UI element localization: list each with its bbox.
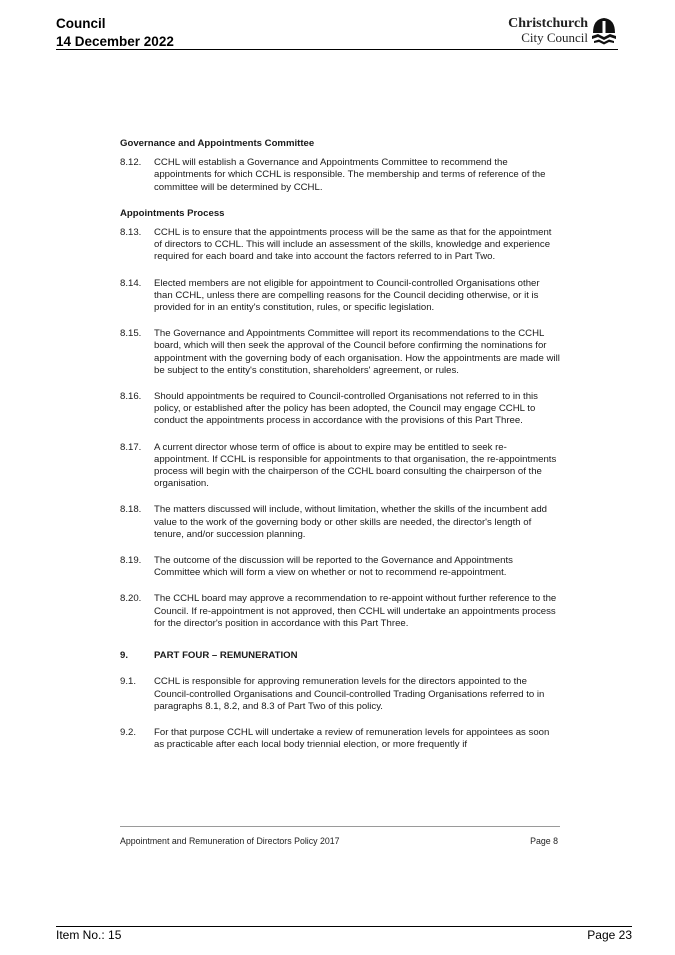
section-part-four [120, 650, 560, 751]
paragraph-text: For that purpose CCHL will undertake a review of remuneration levels for appointees as soon as practicable after each local body triennial election, or more frequently if [154, 726, 550, 751]
paragraph-text: The CCHL board may approve a recommendation to re-appoint without further reference to the Council. If re-appointment is not approved, then CCHL will undertake an appointments process for the director's position in accordance with this Part Three. [154, 593, 557, 629]
policy-content [120, 138, 560, 765]
paragraph-8-13 [120, 227, 560, 264]
paragraph-text: The outcome of the discussion will be reported to the Governance and Appointments Committee which will form a view on whether or not to recommend re-appointment. [154, 555, 513, 579]
meeting-name: Council [56, 16, 106, 31]
council-logo [508, 15, 618, 47]
paragraph-8-15 [120, 328, 560, 377]
logo-line2: City Council [521, 30, 588, 45]
paragraph-number: 8.14. [120, 277, 142, 289]
section-title: PART FOUR – REMUNERATION [154, 650, 298, 662]
paragraph-text: A current director whose term of office is about to expire may be entitled to seek re-appointment. If CCHL is responsible for appointments to that organisation, the re-appointments process will begin with the chairperson of the CCHL board consulting the chairperson of the organisation. [154, 441, 557, 490]
paragraph-number: 8.17. [120, 441, 142, 453]
paragraph-number: 8.13. [120, 227, 142, 239]
inner-footer-divider [120, 826, 560, 827]
page-footer-divider [56, 926, 632, 927]
paragraph-number: 8.19. [120, 555, 142, 567]
paragraph-8-18 [120, 504, 560, 541]
paragraph-text: CCHL will establish a Governance and Appointments Committee to recommend the appointments for which CCHL is responsible. The membership and terms of reference of the committee will be determined by CCHL. [154, 157, 546, 193]
paragraph-number: 8.15. [120, 328, 142, 340]
paragraph-8-16 [120, 391, 560, 428]
section-heading: Appointments Process [120, 207, 225, 219]
item-number: Item No.: 15 [56, 928, 122, 942]
cathedral-logo-icon [590, 17, 618, 47]
paragraph-number: 8.20. [120, 593, 142, 605]
paragraph-8-20 [120, 593, 560, 630]
header-divider [56, 49, 618, 50]
paragraph-text: The matters discussed will include, without limitation, whether the skills of the incumbent add value to the work of the governing body or other skills are needed, the director's length of tenure, and/or succession planning. [154, 504, 547, 540]
paragraph-text: CCHL is responsible for approving remuneration levels for the directors appointed to the Council-controlled Organisations and Council-controlled Trading Organisations referred to in paragraphs 8.1, 8.2, and 8.3 of Part Two of this policy. [154, 676, 545, 712]
page-number: Page 23 [587, 928, 632, 942]
meeting-date: 14 December 2022 [56, 34, 174, 49]
section-heading: Governance and Appointments Committee [120, 138, 315, 149]
paragraph-9-2 [120, 727, 560, 751]
paragraph-number: 8.16. [120, 391, 142, 403]
paragraph-9-1 [120, 676, 560, 713]
inner-footer-page: Page 8 [530, 836, 558, 846]
paragraph-8-14 [120, 278, 560, 315]
paragraph-text: Elected members are not eligible for appointment to Council-controlled Organisations other than CCHL, unless there are compelling reasons for the Council deciding otherwise, or it is provided for in an entity's constitution, rules, or specific legislation. [154, 277, 540, 314]
paragraph-8-17 [120, 442, 560, 491]
paragraph-number: 9.2. [120, 726, 137, 738]
paragraph-number: 8.12. [120, 157, 142, 169]
paragraph-8-19 [120, 555, 560, 579]
section-number: 9. [120, 650, 129, 662]
section-appointments-process [120, 208, 560, 630]
paragraph-number: 8.18. [120, 504, 142, 516]
paragraph-8-12 [120, 157, 560, 194]
part-four-heading [120, 650, 560, 662]
paragraph-text: The Governance and Appointments Committee will report its recommendations to the CCHL board, which will then seek the approval of the Council before confirming the nominations for appointment with the governing body of each organisation. How the appointments are made will be subject to the entity's constitution, shareholders' agreement, or rules. [154, 328, 560, 376]
paragraph-text: Should appointments be required to Council-controlled Organisations not referred to in this policy, or established after the policy has been adopted, the Council may engage CCHL to conduct the appointments process in accordance with the provisions of this Part Three. [154, 391, 538, 427]
paragraph-text: CCHL is to ensure that the appointments process will be the same as that for the appointment of directors to CCHL. This will include an assessment of the skills, knowledge and experience required for each board and take into account the factors referred to in Part Two. [154, 227, 552, 263]
inner-footer-title: Appointment and Remuneration of Directors Policy 2017 [120, 836, 340, 846]
header-meeting-info [56, 15, 174, 51]
paragraph-number: 9.1. [120, 676, 137, 688]
logo-line1: Christchurch [508, 16, 588, 31]
section-governance [120, 138, 560, 194]
